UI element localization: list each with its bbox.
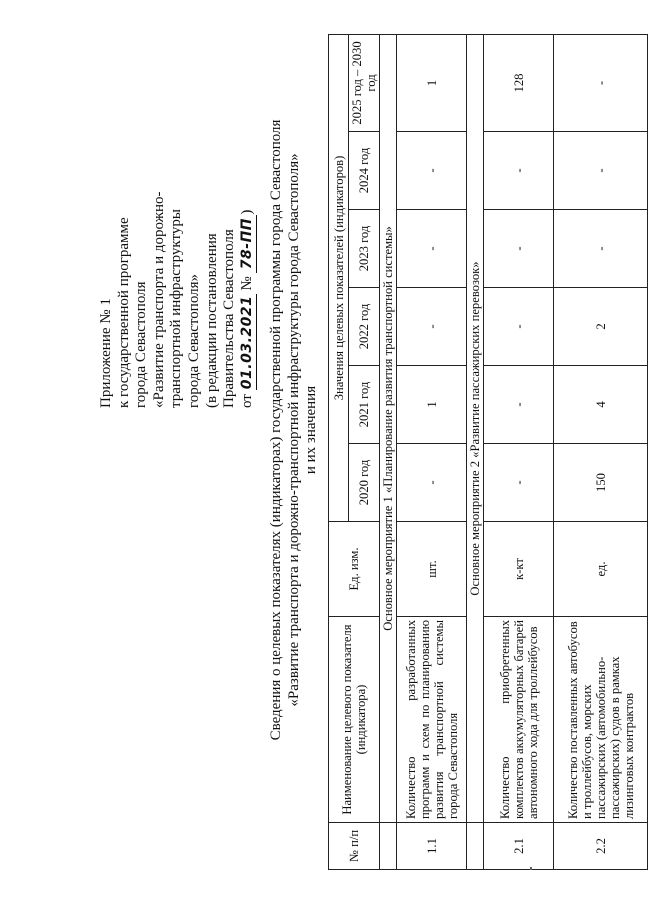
heading-line-1: Сведения о целевых показателях (индикаторах) государственной программы города Севастополя: [268, 119, 284, 741]
header-year: 2025 год – 2030 год: [349, 34, 380, 131]
row-num: 1.1: [397, 823, 467, 870]
row-value: -: [397, 210, 467, 288]
scan-speck: [530, 867, 532, 870]
row-value: 128: [484, 34, 554, 131]
appendix-line: «Развитие транспорта и дорожно-: [150, 191, 167, 408]
number-label: №: [238, 276, 255, 291]
row-value: -: [554, 210, 648, 288]
row-unit: ед.: [554, 522, 648, 617]
row-value: -: [397, 132, 467, 210]
row-name: Количество разработанных программ и схем по планированию развития транспортной системы города Севастополя: [397, 617, 467, 823]
appendix-line: к государственной программе: [115, 217, 132, 408]
indicators-table: [328, 34, 648, 870]
header-name: Наименование целевого показателя (индикатора): [329, 617, 380, 823]
row-value: -: [484, 366, 554, 444]
heading-line-3: и их значения: [303, 385, 320, 475]
section-row: [467, 34, 484, 869]
row-value: -: [484, 288, 554, 366]
table-header-row: [329, 34, 349, 869]
document-heading: [268, 0, 321, 875]
table-row: [397, 34, 467, 869]
row-value: 1: [397, 366, 467, 444]
row-unit: шт.: [397, 522, 467, 617]
appendix-line: (в редакции постановления: [203, 233, 220, 408]
header-unit: Ед. изм.: [329, 522, 380, 617]
header-num: № п/п: [329, 823, 380, 870]
row-value: -: [484, 210, 554, 288]
row-value: -: [397, 444, 467, 522]
header-year: 2021 год: [349, 366, 380, 444]
header-year: 2020 год: [349, 444, 380, 522]
header-year: 2024 год: [349, 132, 380, 210]
table-row: [484, 34, 554, 869]
appendix-block: [98, 68, 257, 408]
row-value: -: [484, 132, 554, 210]
header-year: 2023 год: [349, 210, 380, 288]
from-label: от: [238, 394, 255, 408]
resolution-date: 01.03.2021: [239, 294, 258, 390]
table-row: [554, 34, 648, 869]
section-title: Основное мероприятие 2 «Развитие пассажирских перевозок»: [467, 34, 484, 822]
resolution-number: 78-ПП: [239, 215, 258, 273]
heading-line-2: «Развитие транспорта и дорожно-транспортной инфраструктуры города Севастополя»: [285, 153, 302, 707]
row-value: -: [554, 132, 648, 210]
row-unit: к-кт: [484, 522, 554, 617]
appendix-line: города Севастополя»: [185, 273, 202, 408]
section-row: [380, 34, 397, 869]
appendix-line: города Севастополя: [133, 281, 150, 408]
row-value: 150: [554, 444, 648, 522]
row-value: 4: [554, 366, 648, 444]
row-value: 1: [397, 34, 467, 131]
section-title: Основное мероприятие 1 «Планирование развития транспортной системы»: [380, 34, 397, 822]
header-values-group: Значения целевых показателей (индикаторов): [329, 34, 349, 521]
appendix-line: транспортной инфраструктуры: [168, 209, 185, 408]
row-value: -: [484, 444, 554, 522]
header-year: 2022 год: [349, 288, 380, 366]
row-num: 2.1: [484, 823, 554, 870]
row-num: 2.2: [554, 823, 648, 870]
appendix-date-line: от 01.03.2021 № 78-ПП): [239, 68, 258, 408]
appendix-line: Правительства Севастополя: [221, 229, 238, 408]
row-name: Количество приобретенных комплектов аккумуляторных батарей автономного хода для троллейбусов: [484, 617, 554, 823]
row-name: Количество поставленных автобусов и троллейбусов, морских пассажирских (автомобильно-пассажирских) судов в рамках лизинговых контрактов: [554, 617, 648, 823]
row-value: -: [397, 288, 467, 366]
row-value: 2: [554, 288, 648, 366]
appendix-line: Приложение № 1: [98, 298, 114, 408]
row-value: -: [554, 34, 648, 131]
